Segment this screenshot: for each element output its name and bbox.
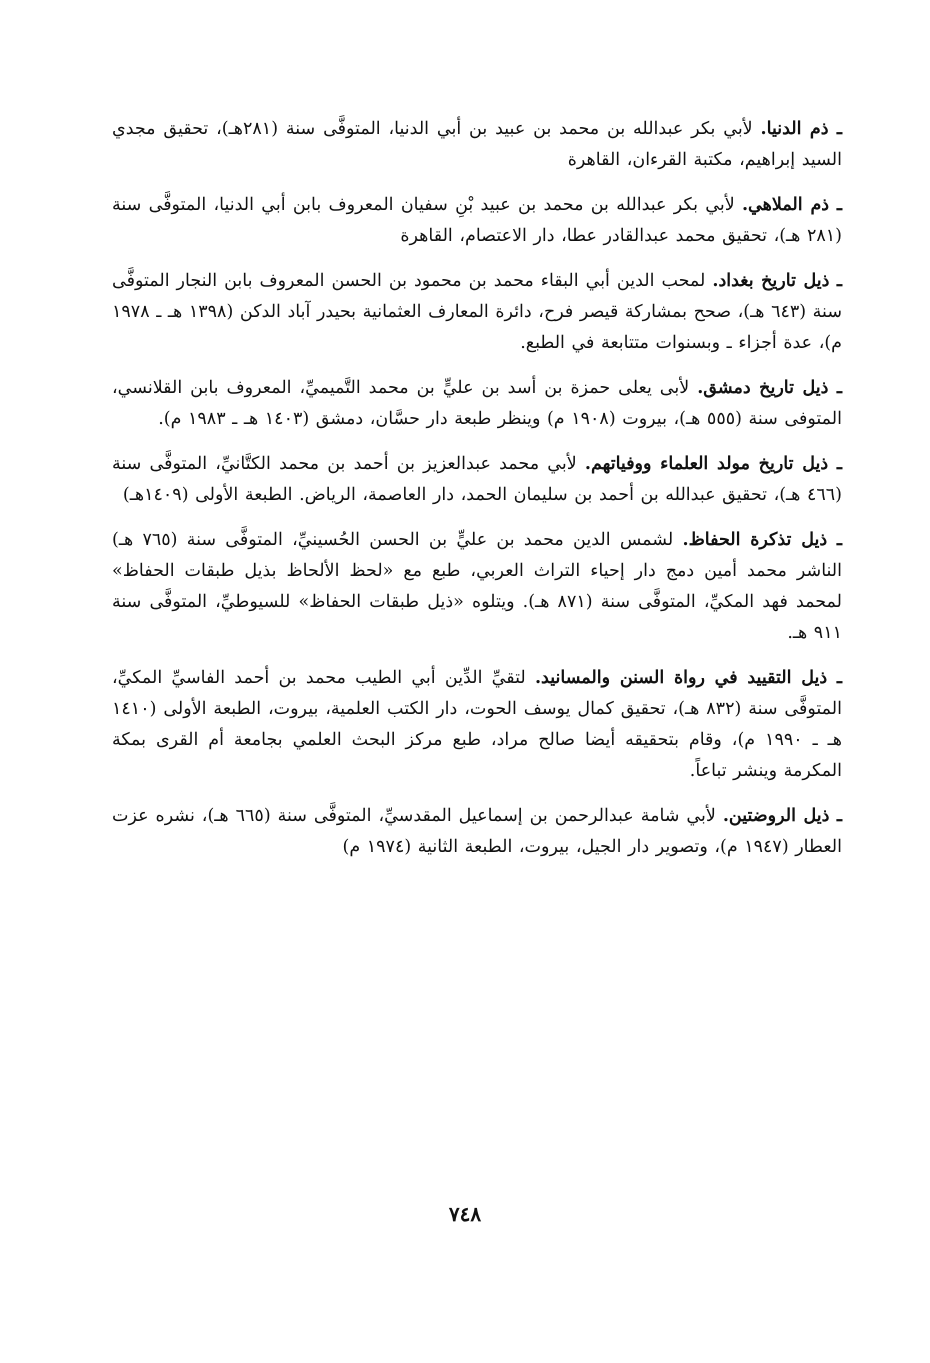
bibliography-entry bbox=[112, 663, 842, 787]
entry-text: لأبي بكر عبدالله بن محمد بن عبيد بن أبي الدنيا، المتوفَّى سنة (٢٨١هـ)، تحقيق مجدي السيد إبراهيم، مكتبة القرءان، القاهرة bbox=[112, 119, 842, 170]
bibliography-entry bbox=[112, 801, 842, 863]
entry-title: ـ ذيل تاريخ دمشق. bbox=[697, 378, 843, 398]
bibliography-entry bbox=[112, 449, 842, 511]
entry-text: لأبي محمد عبدالعزيز بن أحمد بن محمد الكتَّانيِّ، المتوفَّى سنة (٤٦٦ هـ)، تحقيق عبدالله بن أحمد بن سليمان الحمد، دار العاصمة، الرياض. الطبعة الأولى (١٤٠٩هـ) bbox=[112, 454, 842, 505]
bibliography-entry bbox=[112, 190, 842, 252]
bibliography-entry bbox=[112, 525, 842, 649]
entry-title: ـ ذيل الروضتين. bbox=[722, 806, 842, 826]
entry-text: لأبي شامة عبدالرحمن بن إسماعيل المقدسيِّ، المتوفَّى سنة (٦٦٥ هـ)، نشره عزت العطار (١٩٤٧ م)، وتصوير دار الجيل، بيروت، الطبعة الثانية (١٩٧٤ م) bbox=[112, 806, 842, 857]
entry-text: لأبى يعلى حمزة بن أسد بن عليٍّ بن محمد التَّميميِّ، المعروف بابن القلانسي، المتوفى سنة (٥٥٥ هـ)، بيروت (١٩٠٨ م) وينظر طبعة دار حسَّان، دمشق (١٤٠٣ هـ ـ ١٩٨٣ م). bbox=[112, 378, 842, 429]
page-number: ٧٤٨ bbox=[448, 1202, 482, 1226]
entry-title: ـ ذم الملاهي. bbox=[741, 195, 843, 215]
bibliography-list bbox=[112, 114, 842, 877]
entry-title: ـ ذيل التقييد في رواة السنن والمسانيد. bbox=[534, 668, 842, 688]
bibliography-entry bbox=[112, 373, 842, 435]
entry-title: ـ ذم الدنيا. bbox=[760, 119, 843, 139]
entry-title: ـ ذيل تاريخ بغداد. bbox=[712, 271, 842, 291]
entry-title: ـ ذيل تذكرة الحفاظ. bbox=[682, 530, 843, 550]
entry-text: لشمس الدين محمد بن عليٍّ بن الحسن الحُسينيِّ، المتوفَّى سنة (٧٦٥ هـ) الناشر محمد أمين دمج دار إحياء التراث العربي، طبع مع «لحظ الألحاظ بذيل طبقات الحفاظ» لمحمد فهد المكيِّ، المتوفَّى سنة (٨٧١ هـ). ويتلوه «ذيل طبقات الحفاظ» للسيوطيِّ، المتوفَّى سنة ٩١١ هـ. bbox=[112, 530, 842, 643]
bibliography-entry bbox=[112, 266, 842, 359]
entry-title: ـ ذيل تاريخ مولد العلماء ووفياتهم. bbox=[584, 454, 842, 474]
entry-text: لمحب الدين أبي البقاء محمد بن محمود بن الحسن المعروف بابن النجار المتوفَّى سنة (٦٤٣ هـ)، صحح بمشاركة قيصر فرح، دائرة المعارف العثمانية بحيدر آباد الدكن (١٣٩٨ هـ ـ ١٩٧٨ م)، عدة أجزاء ـ وبسنوات متتابعة في الطبع. bbox=[112, 271, 843, 353]
entry-text: لأبي بكر عبدالله بن محمد بن عبيد بْنِ سفيان المعروف بابن أبي الدنيا، المتوفَّى سنة (٢٨١ هـ)، تحقيق محمد عبدالقادر عطا، دار الاعتصام، القاهرة bbox=[112, 195, 842, 246]
entry-text: لتقيِّ الدِّين أبي الطيب محمد بن أحمد الفاسيِّ المكيِّ، المتوفَّى سنة (٨٣٢ هـ)، تحقيق كمال يوسف الحوت، دار الكتب العلمية، بيروت، الطبعة الأولى (١٤١٠ هـ ـ ١٩٩٠ م)، وقام بتحقيقه أيضا صالح مراد، طبع مركز البحث العلمي بجامعة أم القرى بمكة المكرمة وينشر تباعاً. bbox=[112, 668, 843, 781]
bibliography-entry bbox=[112, 114, 842, 176]
